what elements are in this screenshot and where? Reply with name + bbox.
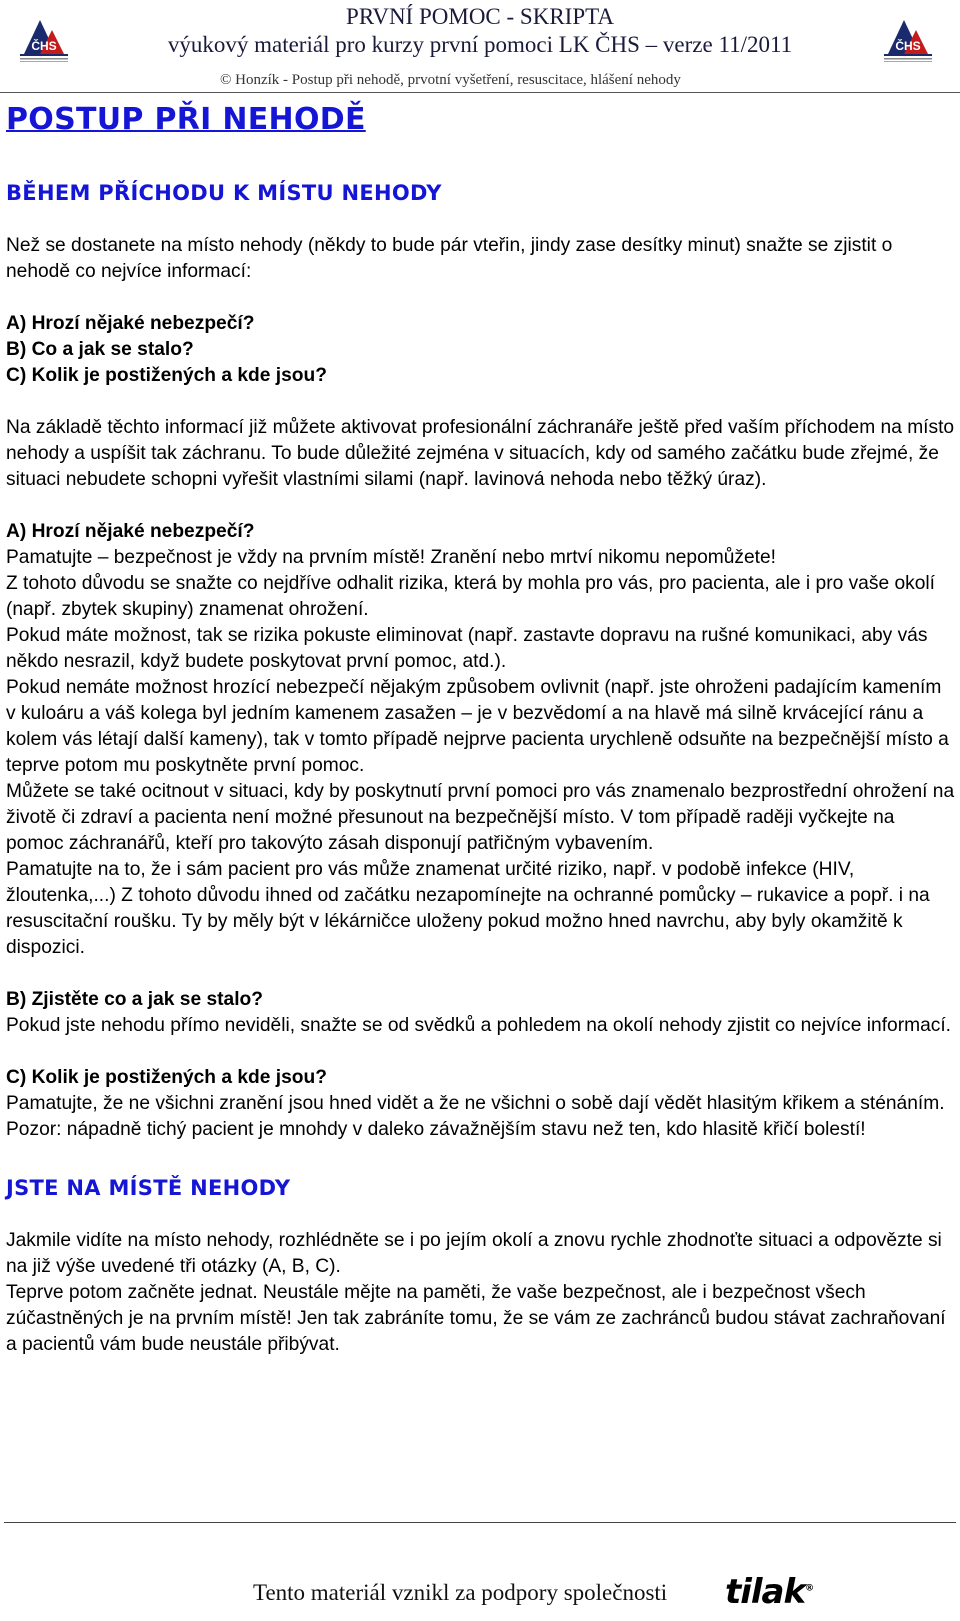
footer-divider bbox=[4, 1522, 956, 1523]
question-b: B) Co a jak se stalo? bbox=[6, 339, 194, 360]
header-title: PRVNÍ POMOC - SKRIPTA bbox=[346, 4, 614, 29]
logo-text-right: ČHS bbox=[895, 39, 921, 53]
document-body bbox=[6, 98, 956, 1358]
subheading-what-happened: B) Zjistěte co a jak se stalo? bbox=[6, 989, 263, 1010]
header-subtitle: výukový materiál pro kurzy první pomoci LK ČHS – verze 11/2011 bbox=[167, 32, 793, 57]
footer-text: Tento materiál vznikl za podpory společnosti bbox=[253, 1580, 668, 1605]
intro-paragraph: Než se dostanete na místo nehody (někdy to bude pár vteřin, jindy zase desítky minut) snažte se zjistit o nehodě co nejvíce informací: bbox=[6, 235, 893, 282]
tilak-logo-text: tilak bbox=[725, 1572, 806, 1612]
document-title: POSTUP PŘI NEHODĚ bbox=[6, 102, 366, 137]
paragraph-activation: Na základě těchto informací již můžete aktivovat profesionální záchranáře ještě před vaším příchodem na místo nehody a uspíšit tak záchranu. To bude důležité zejména v situacích, kdy od samého začátku bude zřejmé, že situaci nebudete schopni vyřešit vlastními silami (např. lavinová nehoda nebo těžký úraz). bbox=[6, 417, 955, 490]
paragraph-danger-2: Z tohoto důvodu se snažte co nejdříve odhalit rizika, která by mohla pro vás, pro pacienta, ale i pro vaše okolí (např. zbytek skupiny) znamenat ohrožení. bbox=[6, 573, 935, 620]
subheading-casualties: C) Kolik je postižených a kde jsou? bbox=[6, 1067, 327, 1088]
question-a: A) Hrozí nějaké nebezpečí? bbox=[6, 313, 255, 334]
paragraph-on-site-1: Jakmile vidíte na místo nehody, rozhlédněte se i po jejím okolí a znovu rychle zhodnoťte situaci a odpovězte si na již výše uvedené tři otázky (A, B, C). bbox=[6, 1230, 942, 1277]
paragraph-danger-5: Můžete se také ocitnout v situaci, kdy by poskytnutí první pomoci pro vás znamenalo bezprostřední ohrožení na životě či zdraví a pacienta není možné přesunout na bezpečnější místo. V tom případě raději vyčkejte na pomoc záchranářů, kteří pro takovýto zásah disponují patřičným vybavením. bbox=[6, 781, 955, 854]
registered-mark: ® bbox=[805, 1583, 814, 1594]
header-meta: © Honzík - Postup při nehodě, prvotní vyšetření, resuscitace, hlášení nehody bbox=[220, 72, 681, 88]
paragraph-danger-6: Pamatujte na to, že i sám pacient pro vás může znamenat určité riziko, např. v podobě infekce (HIV, žloutenka,...) Z tohoto důvodu ihned od začátku nezapomínejte na ochranné pomůcky – rukavice a popř. i na resuscitační roušku. Ty by měly být v lékárničce uloženy pokud možno hned navrchu, aby byly okamžitě k dispozici. bbox=[6, 859, 930, 958]
section-heading-arrival: BĚHEM PŘÍCHODU K MÍSTU NEHODY bbox=[6, 181, 442, 205]
logo-text-left: ČHS bbox=[31, 39, 57, 53]
paragraph-what-happened: Pokud jste nehodu přímo neviděli, snažte se od svědků a pohledem na okolí nehody zjistit co nejvíce informací. bbox=[6, 1015, 951, 1036]
tilak-logo bbox=[725, 1572, 813, 1612]
header-divider bbox=[0, 92, 960, 93]
paragraph-on-site-2: Teprve potom začněte jednat. Neustále mějte na paměti, že vaše bezpečnost, ale i bezpečnost všech zúčastněných je na prvním místě! Jen tak zabráníte tomu, že se vám ze zachránců budou stávat zachraňovaní a pacientů vám bude neustále přibývat. bbox=[6, 1282, 946, 1355]
question-c: C) Kolik je postižených a kde jsou? bbox=[6, 365, 327, 386]
subheading-danger: A) Hrozí nějaké nebezpečí? bbox=[6, 521, 255, 542]
paragraph-casualties: Pamatujte, že ne všichni zranění jsou hned vidět a že ne všichni o sobě dají vědět hlasitým křikem a sténáním. Pozor: nápadně tichý pacient je mnohdy v daleko závažnějším stavu než ten, kdo hlasitě křičí bolestí! bbox=[6, 1093, 945, 1140]
paragraph-danger-4: Pokud nemáte možnost hrozící nebezpečí nějakým způsobem ovlivnit (např. jste ohroženi padajícím kamením v kuloáru a váš kolega byl jedním kamenem zasažen – je v bezvědomí a na hlavě má silně krvácející ránu a kolem vás létají další kameny), tak v tomto případě nejprve pacienta urychleně odsuňte na bezpečnější místo a teprve potom mu poskytněte první pomoc. bbox=[6, 677, 949, 776]
paragraph-danger-1: Pamatujte – bezpečnost je vždy na prvním místě! Zranění nebo mrtví nikomu nepomůžete! bbox=[6, 547, 777, 568]
paragraph-danger-3: Pokud máte možnost, tak se rizika pokuste eliminovat (např. zastavte dopravu na rušné komunikaci, aby vás někdo nesrazil, když budete poskytovat první pomoc, atd.). bbox=[6, 625, 928, 672]
section-heading-on-site: JSTE NA MÍSTĚ NEHODY bbox=[6, 1176, 291, 1200]
